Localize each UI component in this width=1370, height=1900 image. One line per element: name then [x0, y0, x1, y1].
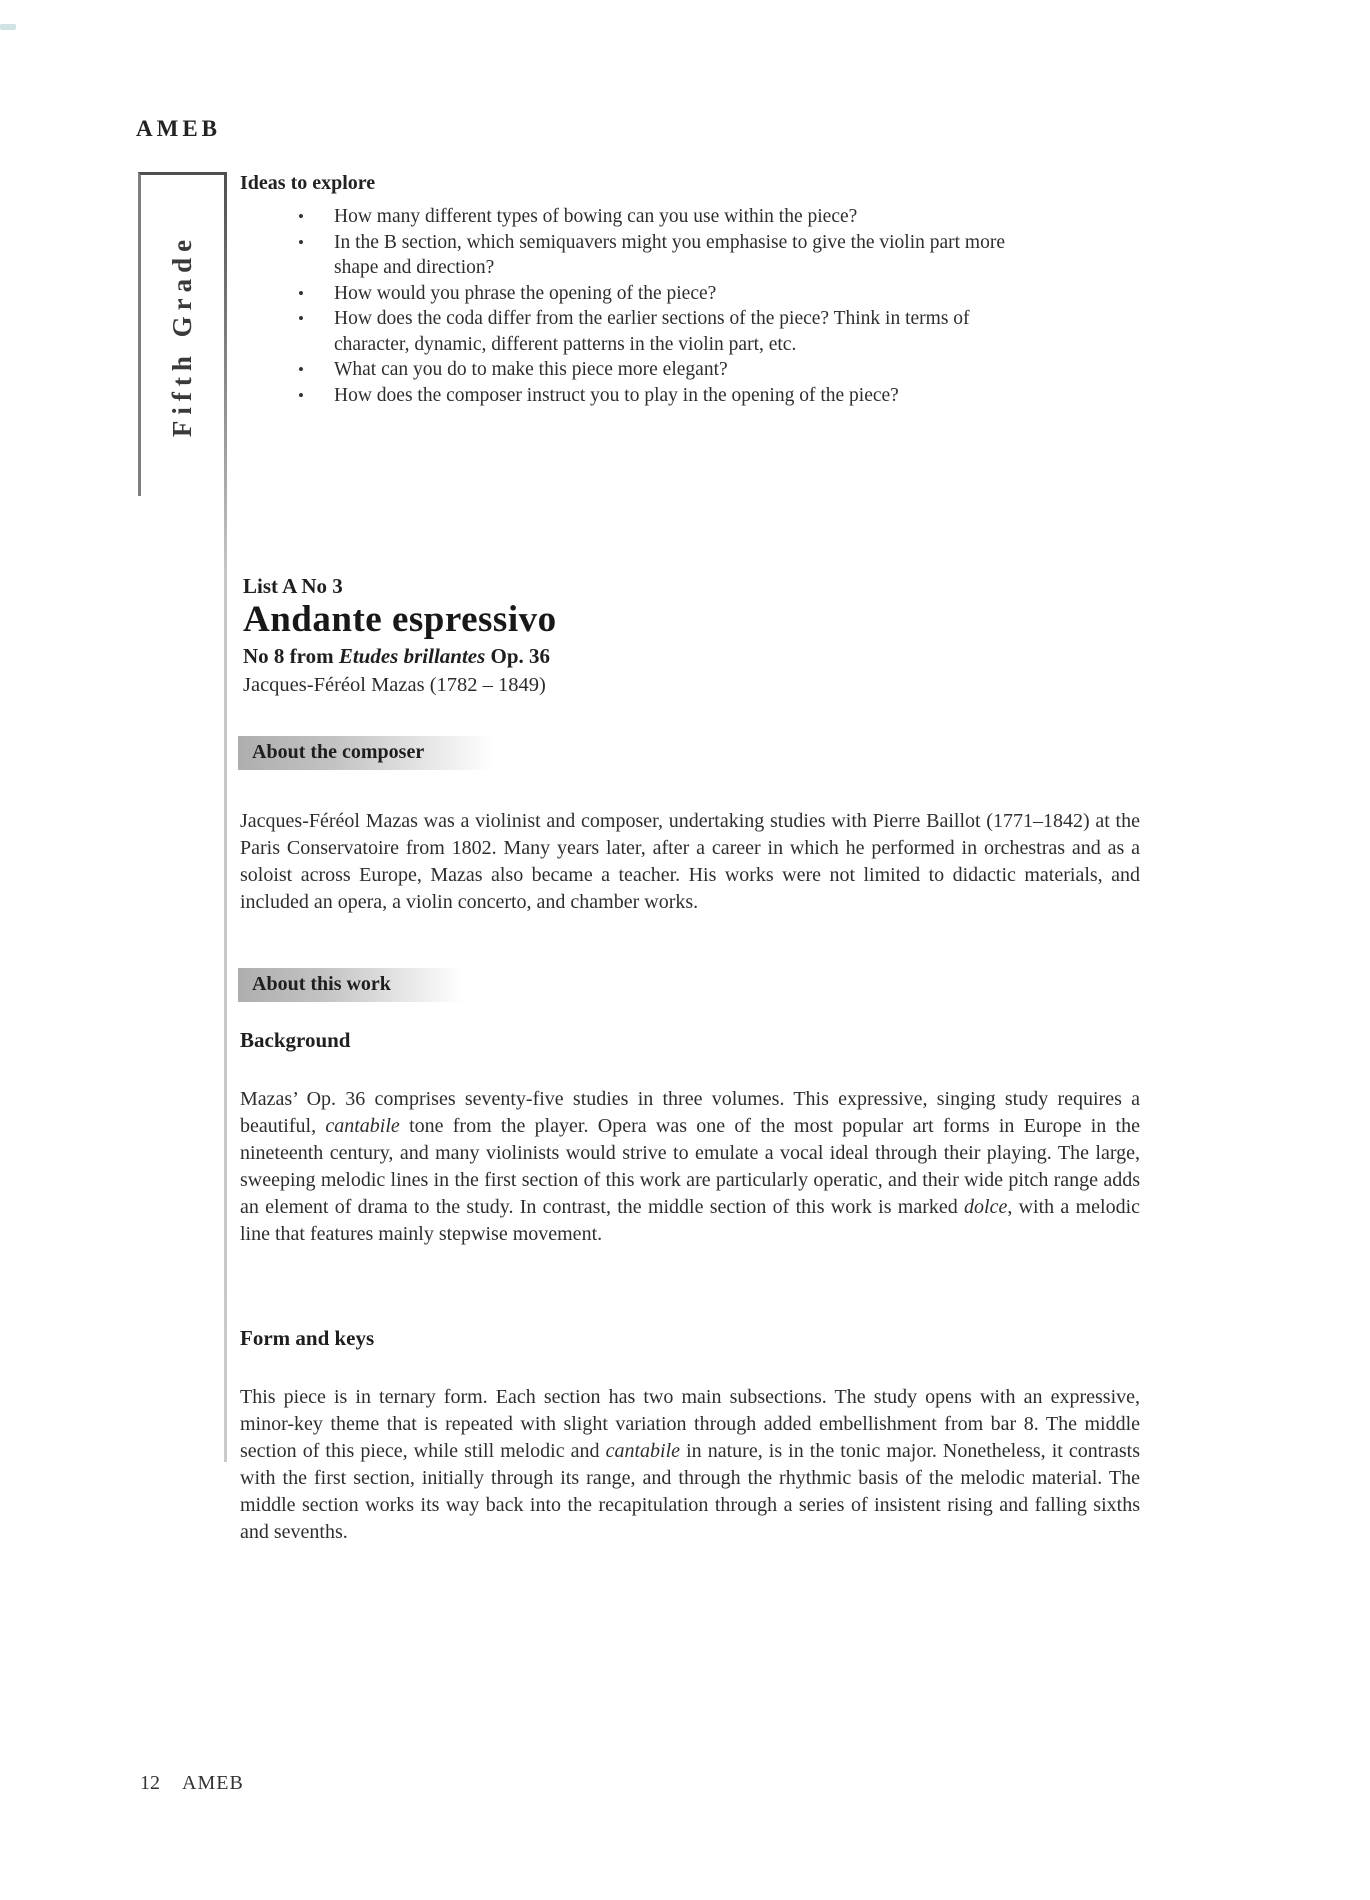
about-work-heading: About this work	[238, 968, 483, 1002]
piece-header	[243, 574, 557, 697]
brand-text: AMEB	[136, 116, 221, 141]
sidebar-rule	[224, 172, 227, 1462]
piece-subtitle: No 8 from Etudes brillantes Op. 36	[243, 643, 551, 668]
background-heading: Background	[240, 1028, 351, 1052]
piece-composer: Jacques-Féréol Mazas (1782 – 1849)	[243, 673, 546, 696]
form-keys-heading: Form and keys	[240, 1326, 375, 1350]
grade-tab-label: Fifth Grade	[167, 233, 198, 438]
grade-tab	[138, 172, 224, 496]
idea-item: • How does the coda differ from the earlier sections of the piece? Think in terms of character, dynamic, different patterns in the violin part, etc.	[240, 306, 1020, 357]
ideas-heading: Ideas to explore	[240, 172, 376, 194]
idea-item: • How many different types of bowing can you use within the piece?	[240, 204, 1020, 230]
piece-list-label: List A No 3	[243, 574, 343, 598]
scan-artifact	[0, 24, 16, 30]
about-composer-heading: About the composer	[238, 736, 516, 770]
footer	[140, 1772, 244, 1795]
ideas-list	[240, 204, 1116, 408]
footer-brand: AMEB	[182, 1772, 244, 1794]
idea-item: • In the B section, which semiquavers might you emphasise to give the violin part more shape and direction?	[240, 230, 1020, 281]
section-bar-about-composer	[238, 736, 516, 770]
idea-item: • How does the composer instruct you to play in the opening of the piece?	[240, 383, 1020, 409]
piece-title: Andante espressivo	[243, 599, 557, 640]
footer-page-number: 12	[140, 1772, 160, 1794]
idea-item: • What can you do to make this piece more elegant?	[240, 357, 1020, 383]
background-paragraph: Mazas’ Op. 36 comprises seventy-five studies in three volumes. This expressive, singing study requires a beautiful, cantabile tone from the player. Opera was one of the most popular art forms in Europe in the nineteenth century, and many violinists would strive to emulate a vocal ideal through their playing. The large, sweeping melodic lines in the first section of this work are particularly operatic, and their wide pitch range adds an element of drama to the study. In contrast, the middle section of this work is marked dolce, with a melodic line that features mainly stepwise movement.	[240, 1088, 1140, 1245]
idea-item: • How would you phrase the opening of the piece?	[240, 281, 1020, 307]
form-keys-paragraph: This piece is in ternary form. Each section has two main subsections. The study opens with an expressive, minor-key theme that is repeated with slight variation through added embellishment from bar 8. The middle section of this piece, while still melodic and cantabile in nature, is in the tonic major. Nonetheless, it contrasts with the first section, initially through its range, and through the rhythmic basis of the melodic material. The middle section works its way back into the recapitulation through a series of insistent rising and falling sixths and sevenths.	[240, 1386, 1141, 1543]
section-bar-about-work	[238, 968, 483, 1002]
ideas-section	[240, 172, 1126, 408]
composer-paragraph: Jacques-Féréol Mazas was a violinist and composer, undertaking studies with Pierre Baillot (1771–1842) at the Paris Conservatoire from 1802. Many years later, after a career in which he performed in orchestras and as a soloist across Europe, Mazas also became a teacher. His works were not limited to didactic materials, and included an opera, a violin concerto, and chamber works.	[240, 810, 1140, 913]
